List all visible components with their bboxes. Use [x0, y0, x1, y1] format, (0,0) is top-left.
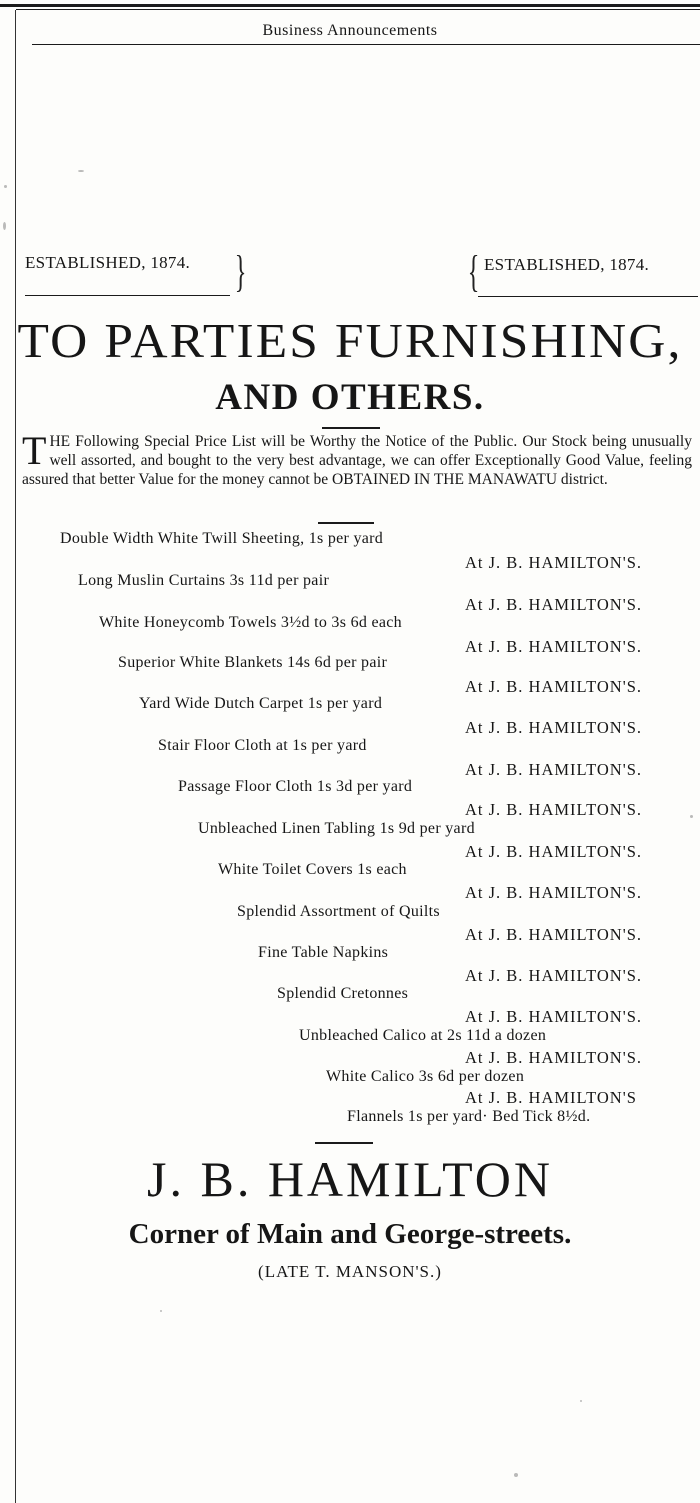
item-7-at: At J. B. HAMILTON'S. [465, 842, 642, 861]
item-2-at: At J. B. HAMILTON'S. [465, 637, 642, 656]
item-13-text: White Calico 3s 6d per dozen [326, 1068, 525, 1085]
item-6-text: Passage Floor Cloth 1s 3d per yard [178, 778, 413, 795]
item-11-at: At J. B. HAMILTON'S. [465, 1007, 642, 1026]
top-rule-thin [16, 9, 700, 10]
scan-speck [4, 185, 7, 188]
item-3-text: Superior White Blankets 14s 6d per pair [118, 654, 388, 671]
item-11-text: Splendid Cretonnes [277, 985, 409, 1002]
item-3-at: At J. B. HAMILTON'S. [465, 677, 642, 696]
item-1-text: Long Muslin Curtains 3s 11d per pair [78, 572, 330, 589]
item-12-text: Unbleached Calico at 2s 11d a dozen [299, 1027, 547, 1044]
subheadline: AND OTHERS. [215, 377, 485, 418]
item-0-text: Double Width White Twill Sheeting, 1s per yard [60, 530, 384, 547]
headline-rule [322, 427, 380, 429]
item-0-at: At J. B. HAMILTON'S. [465, 553, 642, 572]
item-12-at: At J. B. HAMILTON'S. [465, 1048, 642, 1067]
item-4-at: At J. B. HAMILTON'S. [465, 718, 642, 737]
scan-speck [690, 815, 693, 818]
established-right: ESTABLISHED, 1874. [484, 255, 650, 274]
item-9-text: Splendid Assortment of Quilts [237, 903, 440, 920]
scan-speck [3, 222, 6, 230]
scan-speck [514, 1473, 518, 1477]
headline: TO PARTIES FURNISHING, [17, 313, 683, 368]
item-14-text: Flannels 1s per yard· Bed Tick 8½d. [347, 1108, 591, 1125]
scan-speck [580, 1400, 582, 1402]
section-title: Business Announcements [262, 22, 438, 39]
item-4-text: Yard Wide Dutch Carpet 1s per yard [139, 695, 383, 712]
item-2-text: White Honeycomb Towels 3½d to 3s 6d each [99, 614, 402, 631]
established-left: ESTABLISHED, 1874. [25, 253, 191, 272]
late-mansons: (LATE T. MANSON'S.) [258, 1262, 442, 1281]
item-8-at: At J. B. HAMILTON'S. [465, 883, 642, 902]
item-13-at: At J. B. HAMILTON'S [465, 1088, 637, 1107]
item-1-at: At J. B. HAMILTON'S. [465, 595, 642, 614]
item-5-text: Stair Floor Cloth at 1s per yard [158, 737, 367, 754]
item-8-text: White Toilet Covers 1s each [218, 861, 407, 878]
item-9-at: At J. B. HAMILTON'S. [465, 925, 642, 944]
address: Corner of Main and George-streets. [128, 1218, 572, 1250]
established-right-rule [478, 296, 698, 297]
intro-text: HE Following Special Price List will be Worthy the Notice of the Public. Our Stock being unusually well assorted, and bought to the very best advantage, we can offer Exceptionally Good Value, feeling assured that better Value for the money cannot be OBTAINED IN THE MANAWATU district. [22, 433, 692, 488]
top-rule [0, 4, 700, 7]
intro-paragraph [22, 428, 692, 489]
intro-dropcap: T [22, 428, 47, 473]
scan-speck [160, 1310, 162, 1312]
list-end-rule [315, 1142, 373, 1144]
item-5-at: At J. B. HAMILTON'S. [465, 760, 642, 779]
brace-left-icon: { [467, 247, 480, 296]
item-10-text: Fine Table Napkins [258, 944, 389, 961]
scan-speck [78, 170, 84, 172]
intro-rule [318, 522, 374, 524]
signature: J. B. HAMILTON [147, 1151, 553, 1207]
item-6-at: At J. B. HAMILTON'S. [465, 800, 642, 819]
section-rule [32, 44, 700, 45]
established-left-rule [25, 295, 230, 296]
item-7-text: Unbleached Linen Tabling 1s 9d per yard [198, 820, 475, 837]
brace-right-icon: } [234, 247, 247, 296]
item-10-at: At J. B. HAMILTON'S. [465, 966, 642, 985]
